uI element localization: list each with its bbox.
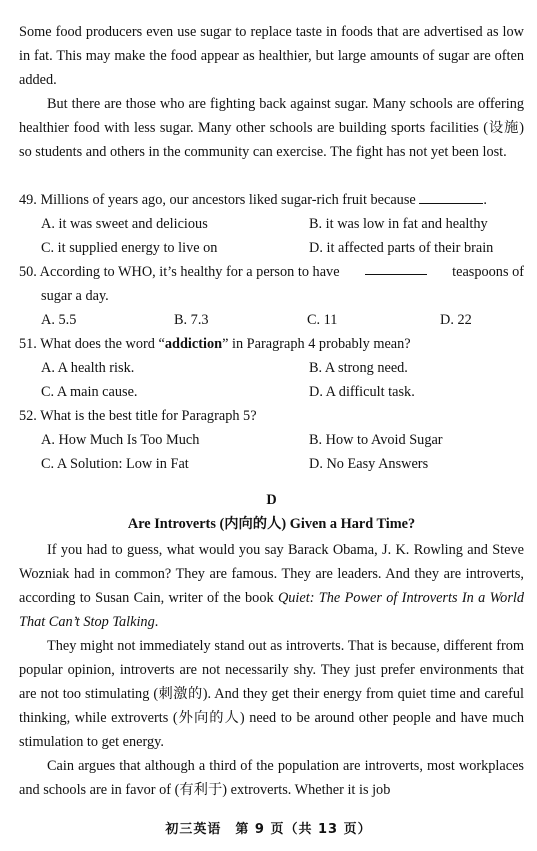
- paragraph: Some food producers even use sugar to replace taste in foods that are advertised as low in fat. This may make the food appear as healthier, but large amounts of sugar are often added.: [19, 24, 524, 88]
- option-a: A. A health risk.: [41, 360, 135, 376]
- question-49: [19, 188, 524, 260]
- question-51: [19, 332, 524, 404]
- option-b: B. it was low in fat and healthy: [309, 216, 488, 232]
- question-stem-end: ” in Paragraph 4 probably mean?: [222, 336, 411, 352]
- question-stem: 51. What does the word “: [19, 336, 165, 352]
- keyword: addiction: [164, 336, 223, 352]
- option-c: C. A main cause.: [41, 384, 138, 400]
- question-stem-cont: teaspoons of: [452, 264, 524, 280]
- question-50: [19, 260, 524, 332]
- answer-blank: [365, 260, 427, 275]
- option-c: C. A Solution: Low in Fat: [41, 456, 189, 472]
- page-footer: 初三英语 第 9 页（共 13 页）: [165, 822, 372, 837]
- option-b: B. A strong need.: [309, 360, 408, 376]
- option-d: D. No Easy Answers: [309, 456, 429, 472]
- option-a: A. 5.5: [41, 312, 77, 328]
- option-d: D. it affected parts of their brain: [309, 240, 494, 256]
- book-title: Quiet: The Power of Introverts In a World That Can’t Stop Talking: [19, 590, 525, 630]
- passage-c-ending: [19, 20, 524, 164]
- option-a: A. How Much Is Too Much: [41, 432, 200, 448]
- answer-blank: [419, 189, 483, 204]
- question-52: [19, 404, 524, 476]
- option-d: D. A difficult task.: [309, 384, 415, 400]
- section-letter: D: [266, 492, 277, 508]
- option-c: C. it supplied energy to live on: [41, 240, 218, 256]
- option-b: B. How to Avoid Sugar: [309, 432, 443, 448]
- option-a: A. it was sweet and delicious: [41, 216, 208, 232]
- question-stem: 52. What is the best title for Paragraph 5?: [19, 408, 257, 424]
- question-stem: 50. According to WHO, it’s healthy for a person to have: [19, 264, 340, 280]
- passage-d: [19, 538, 524, 802]
- option-c: C. 11: [307, 312, 338, 328]
- paragraph: But there are those who are fighting back against sugar. Many schools are offering healthier food with less sugar. Many other schools are building sports facilities (设施) so students and others in the community can exercise. The fight has not yet been lost.: [19, 96, 524, 160]
- paragraph: Cain argues that although a third of the population are introverts, most workplaces and schools are in favor of (有利于) extroverts. Whether it is job: [19, 758, 524, 798]
- option-b: B. 7.3: [174, 312, 209, 328]
- option-d: D. 22: [440, 312, 472, 328]
- question-stem-end: .: [483, 192, 487, 208]
- paragraph: If you had to guess, what would you say Barack Obama, J. K. Rowling and Steve Wozniak had in common? They are famous. They are leaders. And they are introverts, according to Susan Cain, writer of the book Quiet: The Power of Introverts In a World That Can’t Stop Talking.: [19, 542, 525, 630]
- paragraph: They might not immediately stand out as introverts. That is because, different from popular opinion, introverts are not necessarily shy. They just prefer environments that are not too stimulating (刺激的). And they get their energy from quiet time and careful thinking, while extroverts (外向的人) need to be around other people and have much stimulation to get energy.: [19, 638, 524, 750]
- question-stem: 49. Millions of years ago, our ancestors liked sugar-rich fruit because: [19, 192, 416, 208]
- question-stem-line2: sugar a day.: [41, 288, 109, 304]
- passage-title: Are Introverts (内向的人) Given a Hard Time?: [127, 516, 416, 532]
